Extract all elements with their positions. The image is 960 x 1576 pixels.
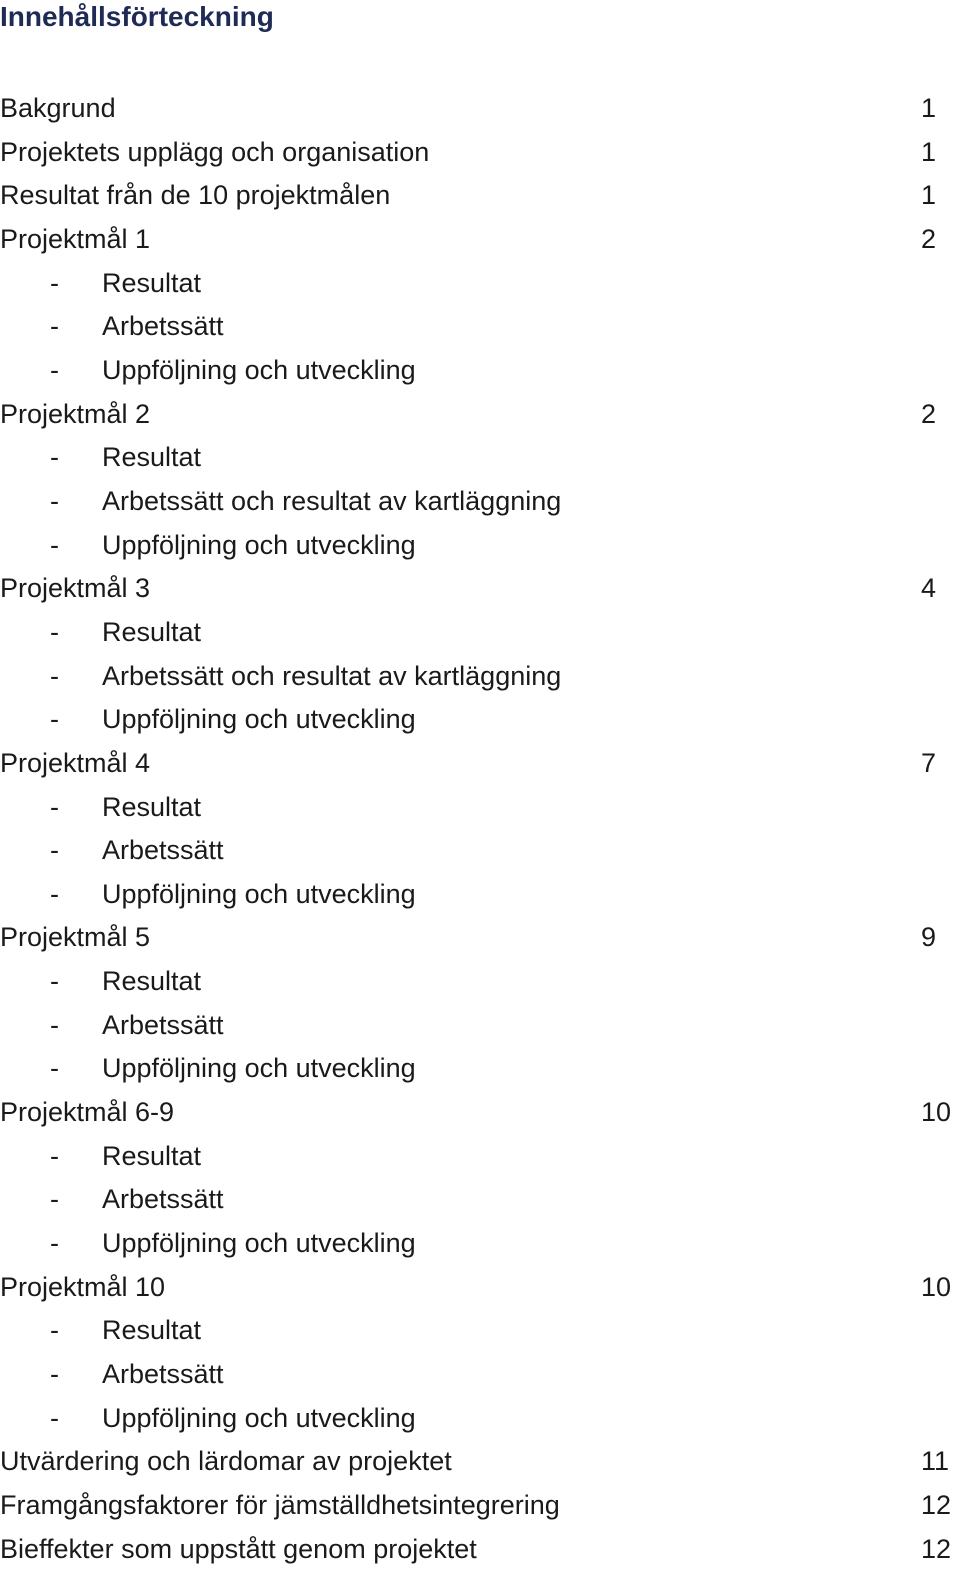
toc-subentry-title: Resultat [102, 1315, 202, 1346]
dash-bullet: - [50, 791, 59, 822]
toc-subentry-title: Resultat [102, 1140, 202, 1171]
toc-page-number: 1 [921, 136, 937, 167]
toc-entry-title: Projektets upplägg och organisation [0, 136, 430, 167]
toc-entry-title: Bakgrund [0, 93, 116, 123]
dash-bullet: - [50, 616, 59, 647]
toc-page-number: 1 [921, 93, 937, 123]
toc-entry-title: Projektmål 2 [0, 398, 151, 429]
dash-bullet: - [50, 1402, 59, 1433]
toc-entry-title: Projektmål 6-9 [0, 1097, 175, 1128]
toc-subentry-title: Arbetssätt [102, 1184, 224, 1215]
toc-entry[interactable] [0, 1266, 960, 1310]
dash-bullet: - [50, 966, 59, 997]
toc-subentry[interactable] [0, 1309, 960, 1353]
dash-bullet: - [50, 660, 59, 691]
toc-entry-title: Projektmål 3 [0, 573, 151, 604]
toc-subentry-title: Arbetssätt [102, 1009, 224, 1040]
dash-bullet: - [50, 1359, 59, 1390]
toc-entry[interactable] [0, 1091, 960, 1135]
toc-page-number: 1 [921, 180, 937, 211]
toc-page-number: 10 [921, 1097, 952, 1128]
toc-subentry[interactable] [0, 786, 960, 830]
toc-subentry[interactable] [0, 1222, 960, 1266]
toc-entry-title: Framgångsfaktorer för jämställdhetsintegrering [0, 1490, 560, 1520]
toc-page-number: 10 [921, 1271, 952, 1302]
toc-entry[interactable] [0, 567, 960, 611]
toc-subentry-title: Arbetssätt [102, 1359, 224, 1390]
toc-page-number: 11 [921, 1446, 950, 1477]
toc-subentry[interactable] [0, 611, 960, 655]
dash-bullet: - [50, 1184, 59, 1215]
toc-subentry[interactable] [0, 305, 960, 349]
toc-entry[interactable] [0, 1440, 960, 1484]
toc-page-number: 9 [921, 922, 937, 953]
toc-subentry[interactable] [0, 1004, 960, 1048]
toc-subentry[interactable] [0, 1397, 960, 1441]
toc-subentry-title: Arbetssätt [102, 835, 224, 866]
toc-entry-title: Bieffekter som uppstått genom projektet [0, 1533, 477, 1564]
toc-entry[interactable] [0, 1484, 960, 1528]
dash-bullet: - [50, 1009, 59, 1040]
toc-subentry-title: Resultat [102, 267, 202, 298]
toc-entry[interactable] [0, 393, 960, 437]
dash-bullet: - [50, 267, 59, 298]
toc-entry[interactable] [0, 742, 960, 786]
toc-entry[interactable] [0, 218, 960, 262]
toc-entry-title: Utvärdering och lärdomar av projektet [0, 1446, 452, 1477]
toc-subentry[interactable] [0, 262, 960, 306]
dash-bullet: - [50, 1140, 59, 1171]
toc-subentry-title: Arbetssätt och resultat av kartläggning [102, 660, 562, 691]
toc-heading: Innehållsförteckning [0, 1, 274, 32]
toc-subentry[interactable] [0, 524, 960, 568]
toc-page-number: 12 [921, 1533, 952, 1564]
toc-subentry-title: Uppföljning och utveckling [102, 878, 416, 909]
dash-bullet: - [50, 529, 59, 560]
toc-page-number: 7 [921, 747, 937, 778]
dash-bullet: - [50, 878, 59, 909]
dash-bullet: - [50, 835, 59, 866]
toc-subentry[interactable] [0, 829, 960, 873]
dash-bullet: - [50, 354, 59, 385]
toc-subentry-title: Arbetssätt [102, 311, 224, 342]
toc-entry[interactable] [0, 174, 960, 218]
toc-subentry[interactable] [0, 1135, 960, 1179]
toc-entry[interactable] [0, 1528, 960, 1572]
toc-entry-title: Projektmål 1 [0, 223, 151, 254]
toc-subentry-title: Uppföljning och utveckling [102, 529, 416, 560]
toc-entry-title: Projektmål 4 [0, 747, 151, 778]
toc-subentry[interactable] [0, 349, 960, 393]
toc-subentry[interactable] [0, 1047, 960, 1091]
toc-subentry-title: Resultat [102, 442, 202, 473]
toc-entry-title: Resultat från de 10 projektmålen [0, 180, 391, 211]
toc-page-number: 2 [921, 398, 937, 429]
dash-bullet: - [50, 485, 59, 516]
toc-entry[interactable] [0, 131, 960, 175]
dash-bullet: - [50, 1053, 59, 1084]
dash-bullet: - [50, 311, 59, 342]
dash-bullet: - [50, 704, 59, 735]
toc-subentry[interactable] [0, 1178, 960, 1222]
toc-subentry[interactable] [0, 1353, 960, 1397]
toc-entry-title: Projektmål 5 [0, 922, 151, 953]
toc-page-number: 12 [921, 1490, 952, 1520]
toc-page-number: 2 [921, 223, 937, 254]
dash-bullet: - [50, 1228, 59, 1259]
toc-subentry[interactable] [0, 698, 960, 742]
toc-subentry-title: Arbetssätt och resultat av kartläggning [102, 485, 562, 516]
toc-subentry[interactable] [0, 655, 960, 699]
toc-subentry-title: Uppföljning och utveckling [102, 1228, 416, 1259]
toc-subentry-title: Uppföljning och utveckling [102, 1053, 416, 1084]
toc-subentry-title: Resultat [102, 966, 202, 997]
toc-subentry-title: Uppföljning och utveckling [102, 704, 416, 735]
toc-subentry-title: Resultat [102, 616, 202, 647]
toc-entry[interactable] [0, 916, 960, 960]
dash-bullet: - [50, 442, 59, 473]
toc-subentry-title: Uppföljning och utveckling [102, 354, 416, 385]
toc-subentry-title: Uppföljning och utveckling [102, 1402, 416, 1433]
toc-subentry-title: Resultat [102, 791, 202, 822]
dash-bullet: - [50, 1315, 59, 1346]
toc-subentry[interactable] [0, 436, 960, 480]
toc-page-number: 4 [921, 573, 937, 604]
toc-subentry[interactable] [0, 480, 960, 524]
toc-entry-title: Projektmål 10 [0, 1271, 166, 1302]
toc-entry[interactable] [0, 87, 960, 131]
table-of-contents [0, 87, 960, 1571]
toc-subentry[interactable] [0, 873, 960, 917]
toc-subentry[interactable] [0, 960, 960, 1004]
